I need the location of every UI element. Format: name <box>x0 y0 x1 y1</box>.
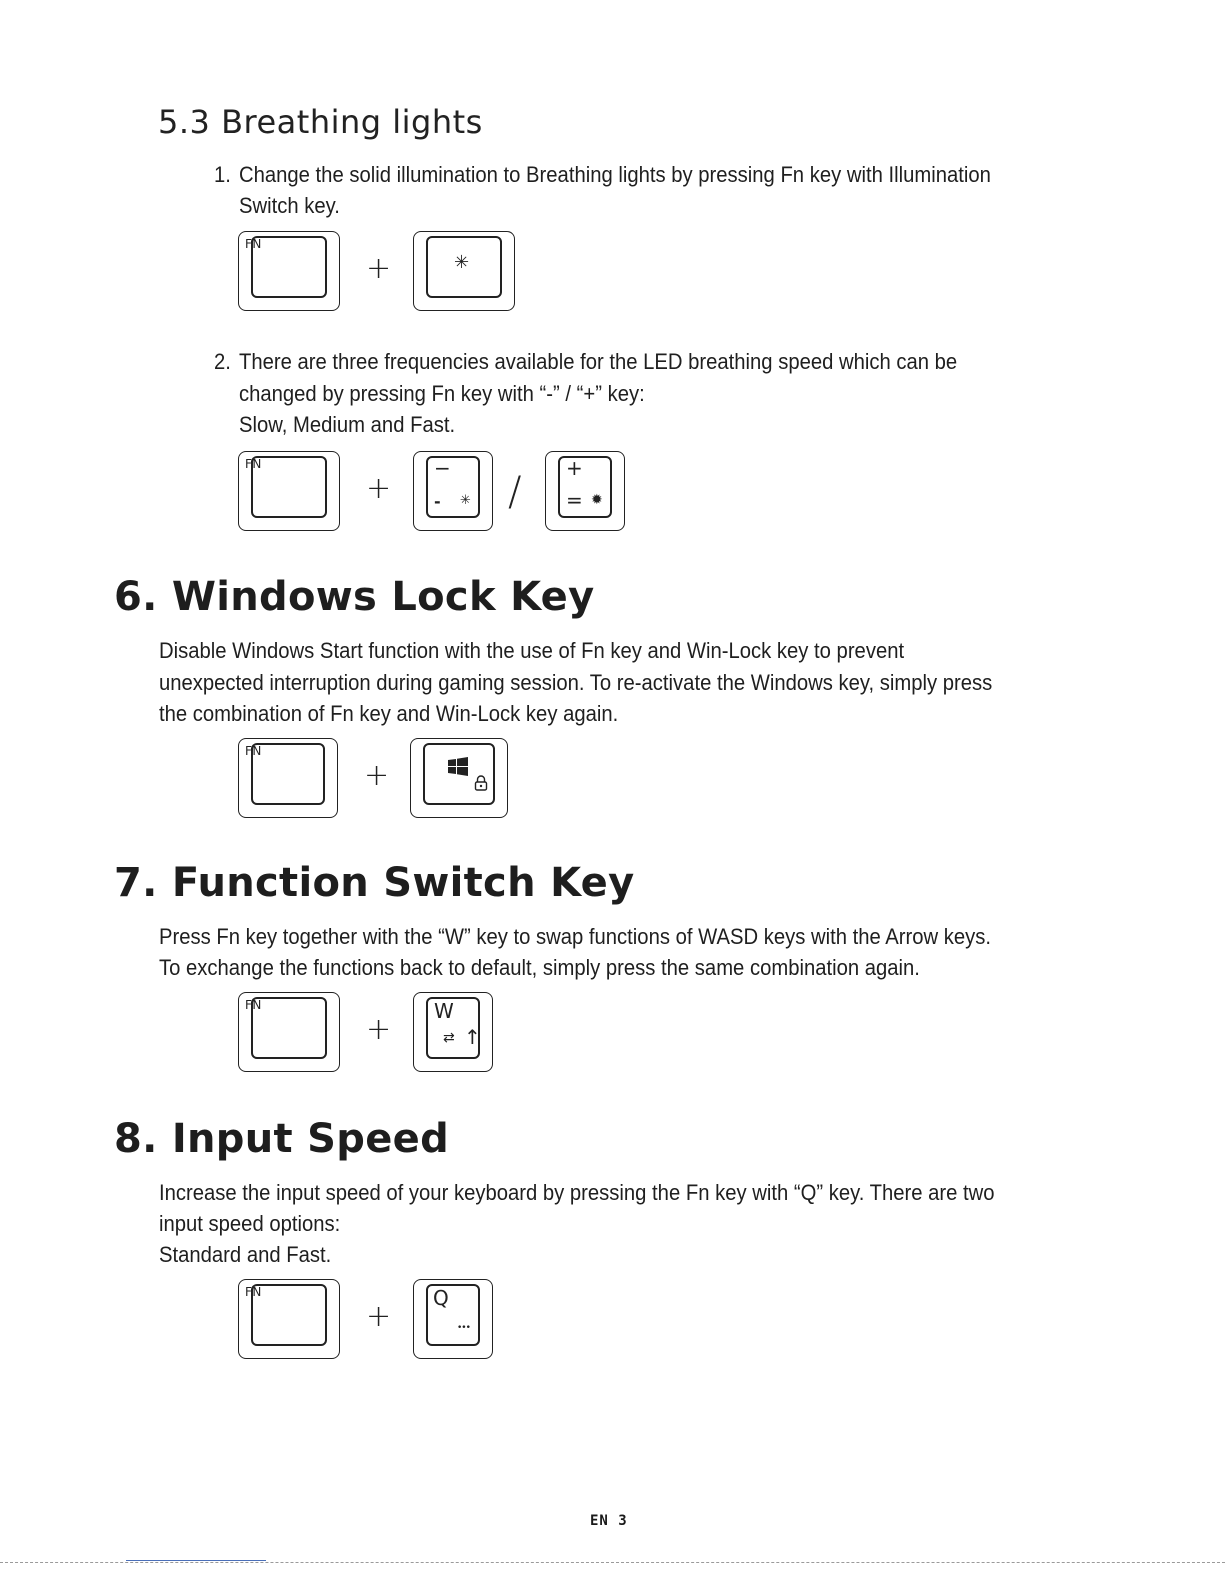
fn-key <box>238 1279 340 1359</box>
fn-key-label: FN <box>245 998 262 1012</box>
item-1-line-1: Change the solid illumination to Breathing lights by pressing Fn key with Illumination <box>239 162 991 187</box>
fn-key <box>238 992 340 1072</box>
combo-fn-speed <box>238 451 638 535</box>
windows-logo-icon <box>448 757 470 777</box>
fn-key-label: FN <box>245 457 262 471</box>
section-5-3-heading: 5.3 Breathing lights <box>158 103 483 141</box>
plus-sign: + <box>366 1299 392 1334</box>
combo-fn-q <box>238 1279 518 1363</box>
dots-icon: ••• <box>457 1323 470 1333</box>
plus-sign: + <box>366 471 392 506</box>
arrow-up-icon: ↑ <box>464 1025 481 1049</box>
minus-key-bottom: - <box>434 492 441 511</box>
slow-light-icon: ✳ <box>460 493 471 508</box>
fn-key-label: FN <box>245 237 262 251</box>
fn-key-label: FN <box>245 1285 262 1299</box>
item-1-number: 1. <box>214 162 231 187</box>
fn-key-label: FN <box>245 744 262 758</box>
section-6-line-1: Disable Windows Start function with the use of Fn key and Win-Lock key to prevent <box>159 638 905 663</box>
minus-key-top: − <box>434 456 451 480</box>
combo-fn-w <box>238 992 518 1076</box>
item-2-line-3: Slow, Medium and Fast. <box>239 412 456 437</box>
plus-sign: + <box>364 758 390 793</box>
lock-icon <box>474 775 488 791</box>
combo-fn-illumination <box>238 231 518 315</box>
plus-sign: + <box>366 251 392 286</box>
w-key-label: W <box>434 999 454 1023</box>
fn-key <box>238 231 340 311</box>
swap-icon: ⇄ <box>443 1030 455 1046</box>
item-2-number: 2. <box>214 349 231 374</box>
section-8-line-1: Increase the input speed of your keyboard by pressing the Fn key with “Q” key. There are two <box>159 1180 995 1205</box>
slash-separator: / <box>508 469 522 515</box>
combo-fn-winlock <box>238 738 518 822</box>
plus-key-bottom: = <box>566 488 583 512</box>
item-1-line-2: Switch key. <box>239 193 340 218</box>
plus-key-top: + <box>566 456 583 480</box>
page-number: EN 3 <box>590 1513 628 1529</box>
section-7-heading: 7. Function Switch Key <box>114 860 635 906</box>
minus-key <box>413 451 493 531</box>
fn-key <box>238 738 338 818</box>
section-6-line-2: unexpected interruption during gaming session. To re-activate the Windows key, simply press <box>159 670 993 695</box>
q-key-label: Q <box>433 1286 449 1310</box>
illumination-switch-key <box>413 231 515 311</box>
w-key <box>413 992 493 1072</box>
item-2-line-1: There are three frequencies available for the LED breathing speed which can be <box>239 349 958 374</box>
page-bottom-rule <box>0 1562 1225 1563</box>
page-bottom-accent <box>126 1560 266 1561</box>
section-8-line-3: Standard and Fast. <box>159 1242 332 1267</box>
fast-light-icon: ✹ <box>591 492 603 508</box>
section-8-heading: 8. Input Speed <box>114 1116 450 1162</box>
item-2-line-2: changed by pressing Fn key with “-” / “+” key: <box>239 381 645 406</box>
section-6-heading: 6. Windows Lock Key <box>114 574 595 620</box>
section-7-line-2: To exchange the functions back to default, simply press the same combination again. <box>159 955 920 980</box>
plus-sign: + <box>366 1012 392 1047</box>
win-lock-key <box>410 738 508 818</box>
sun-icon: ✳ <box>454 252 470 273</box>
section-8-line-2: input speed options: <box>159 1211 341 1236</box>
q-key <box>413 1279 493 1359</box>
section-6-line-3: the combination of Fn key and Win-Lock key again. <box>159 701 619 726</box>
fn-key <box>238 451 340 531</box>
section-7-line-1: Press Fn key together with the “W” key to swap functions of WASD keys with the Arrow keys. <box>159 924 992 949</box>
plus-key <box>545 451 625 531</box>
